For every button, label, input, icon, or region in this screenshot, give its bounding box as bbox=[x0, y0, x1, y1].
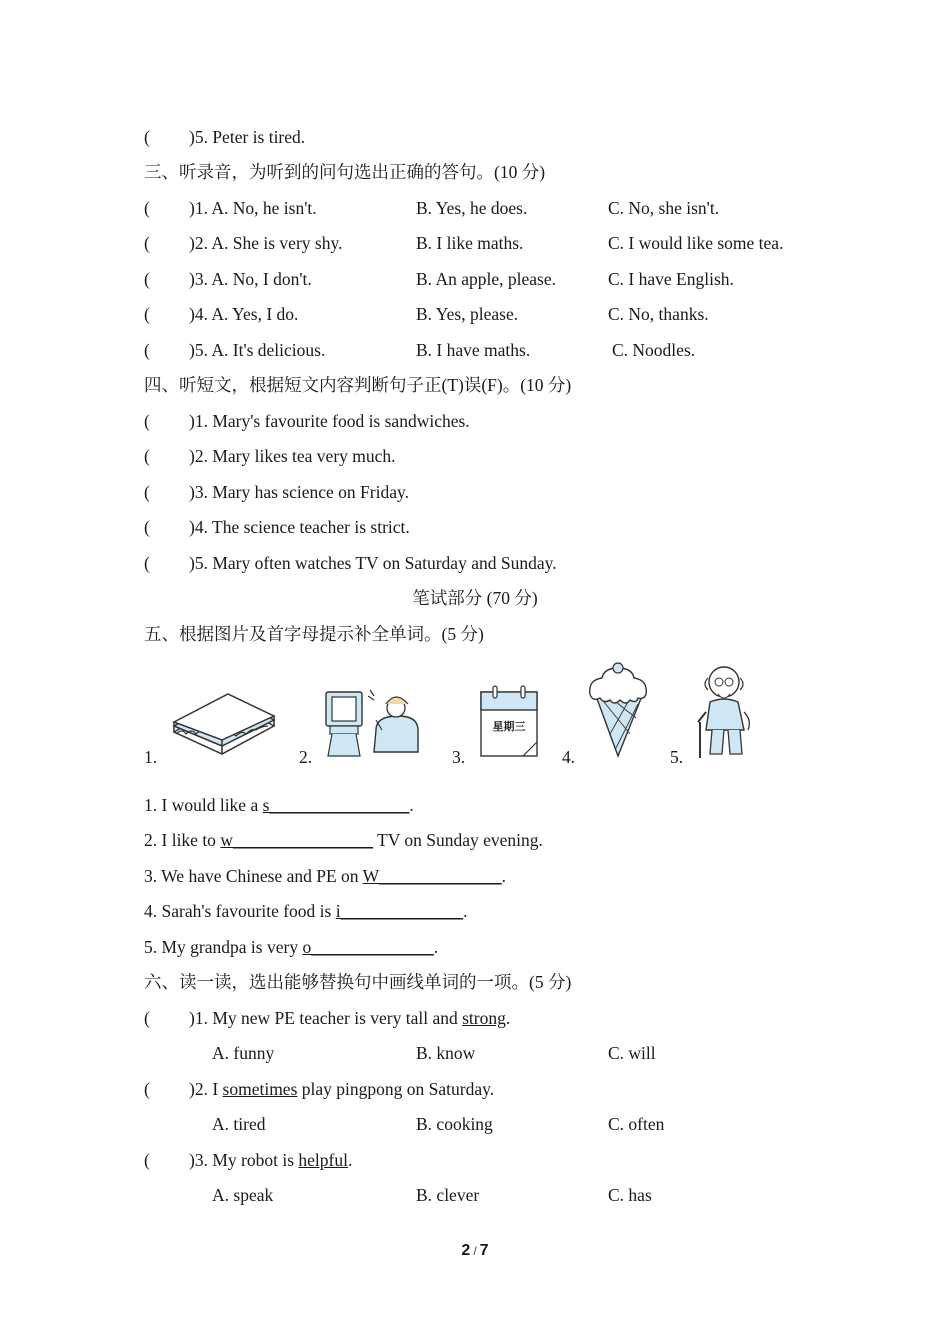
option-c: C. I would like some tea. bbox=[608, 233, 784, 253]
blank[interactable]: o______________ bbox=[302, 937, 434, 957]
picture-label-5: 5. bbox=[670, 747, 684, 767]
answer-bracket: ( bbox=[144, 198, 150, 218]
fill-blank-sentence: 1. I would like a s________________. bbox=[144, 795, 414, 815]
blank[interactable]: w________________ bbox=[220, 830, 373, 850]
underlined-word: helpful bbox=[298, 1150, 348, 1170]
question-line: ( )5. Mary often watches TV on Saturday and Sunday. bbox=[144, 553, 557, 573]
picture-label-2: 2. bbox=[299, 747, 313, 767]
section-4-heading: 四、听短文，根据短文内容判断句子正(T)误(F)。(10 分) bbox=[144, 375, 572, 395]
question-line: ( )2. I sometimes play pingpong on Saturday. bbox=[144, 1079, 495, 1099]
written-part-title: 笔试部分 (70 分) bbox=[412, 588, 538, 608]
blank[interactable]: W______________ bbox=[362, 866, 502, 886]
answer-bracket: ( bbox=[144, 446, 150, 466]
picture-label-4: 4. bbox=[562, 747, 576, 767]
blank[interactable]: s________________ bbox=[262, 795, 410, 815]
section-3-heading: 三、听录音，为听到的问句选出正确的答句。(10 分) bbox=[144, 162, 546, 182]
calendar-picture bbox=[479, 684, 539, 758]
answer-bracket: ( bbox=[144, 482, 150, 502]
question-line: ( )1. My new PE teacher is very tall and strong. bbox=[144, 1008, 511, 1028]
blank[interactable]: i______________ bbox=[335, 901, 464, 921]
option-b: B. Yes, please. bbox=[416, 304, 519, 324]
option-b: B. I like maths. bbox=[416, 233, 524, 253]
option-b: B. cooking bbox=[416, 1114, 493, 1134]
question-line: ( )1. Mary's favourite food is sandwiches. bbox=[144, 411, 470, 431]
fill-blank-sentence: 4. Sarah's favourite food is i______________. bbox=[144, 901, 468, 921]
option-c: C. will bbox=[608, 1043, 656, 1063]
watch-tv-picture bbox=[320, 686, 422, 758]
calendar-text: 星期三 bbox=[492, 720, 526, 733]
option-a: A. tired bbox=[212, 1114, 266, 1134]
answer-bracket: ( bbox=[144, 1079, 150, 1099]
question-line: ( )4. A. Yes, I do. bbox=[144, 304, 299, 324]
question-line: ( )2. Mary likes tea very much. bbox=[144, 446, 396, 466]
answer-bracket: ( bbox=[144, 340, 150, 360]
page-number bbox=[0, 1242, 950, 1260]
total-pages: 7 bbox=[479, 1242, 489, 1259]
ice-cream-picture bbox=[586, 662, 652, 758]
grandpa-picture bbox=[694, 662, 758, 760]
picture-label-1: 1. bbox=[144, 747, 158, 767]
question-line: ( )3. A. No, I don't. bbox=[144, 269, 312, 289]
fill-blank-sentence: 5. My grandpa is very o______________. bbox=[144, 937, 439, 957]
option-c: C. has bbox=[608, 1185, 652, 1205]
option-a: A. speak bbox=[212, 1185, 274, 1205]
option-c: C. No, thanks. bbox=[608, 304, 709, 324]
answer-bracket: ( bbox=[144, 127, 150, 147]
answer-bracket: ( bbox=[144, 1008, 150, 1028]
underlined-word: sometimes bbox=[222, 1079, 298, 1099]
answer-bracket: ( bbox=[144, 233, 150, 253]
section-6-heading: 六、读一读，选出能够替换句中画线单词的一项。(5 分) bbox=[144, 972, 572, 992]
answer-bracket: ( bbox=[144, 269, 150, 289]
option-b: B. I have maths. bbox=[416, 340, 531, 360]
option-b: B. Yes, he does. bbox=[416, 198, 528, 218]
answer-bracket: ( bbox=[144, 553, 150, 573]
option-b: B. know bbox=[416, 1043, 476, 1063]
question-line: ( )2. A. She is very shy. bbox=[144, 233, 343, 253]
answer-bracket: ( bbox=[144, 411, 150, 431]
question-line: ( )5. A. It's delicious. bbox=[144, 340, 326, 360]
sandwich-picture bbox=[168, 692, 278, 758]
option-b: B. An apple, please. bbox=[416, 269, 556, 289]
page-separator: / bbox=[473, 1244, 477, 1258]
option-c: C. No, she isn't. bbox=[608, 198, 720, 218]
section-5-heading: 五、根据图片及首字母提示补全单词。(5 分) bbox=[144, 624, 484, 644]
question-line: ( )1. A. No, he isn't. bbox=[144, 198, 317, 218]
underlined-word: strong bbox=[462, 1008, 506, 1028]
current-page: 2 bbox=[461, 1242, 471, 1259]
option-c: C. I have English. bbox=[608, 269, 734, 289]
fill-blank-sentence: 3. We have Chinese and PE on W______________. bbox=[144, 866, 507, 886]
option-c: C. often bbox=[608, 1114, 665, 1134]
answer-bracket: ( bbox=[144, 304, 150, 324]
option-a: A. funny bbox=[212, 1043, 275, 1063]
question-line: ( )3. Mary has science on Friday. bbox=[144, 482, 409, 502]
option-b: B. clever bbox=[416, 1185, 480, 1205]
fill-blank-sentence: 2. I like to w________________ TV on Sunday evening. bbox=[144, 830, 543, 850]
picture-label-3: 3. bbox=[452, 747, 466, 767]
answer-bracket: ( bbox=[144, 517, 150, 537]
question-line: ( )4. The science teacher is strict. bbox=[144, 517, 410, 537]
answer-bracket: ( bbox=[144, 1150, 150, 1170]
question-line: ( )3. My robot is helpful. bbox=[144, 1150, 353, 1170]
question-line: ( )5. Peter is tired. bbox=[144, 127, 306, 147]
option-c: C. Noodles. bbox=[612, 340, 696, 360]
